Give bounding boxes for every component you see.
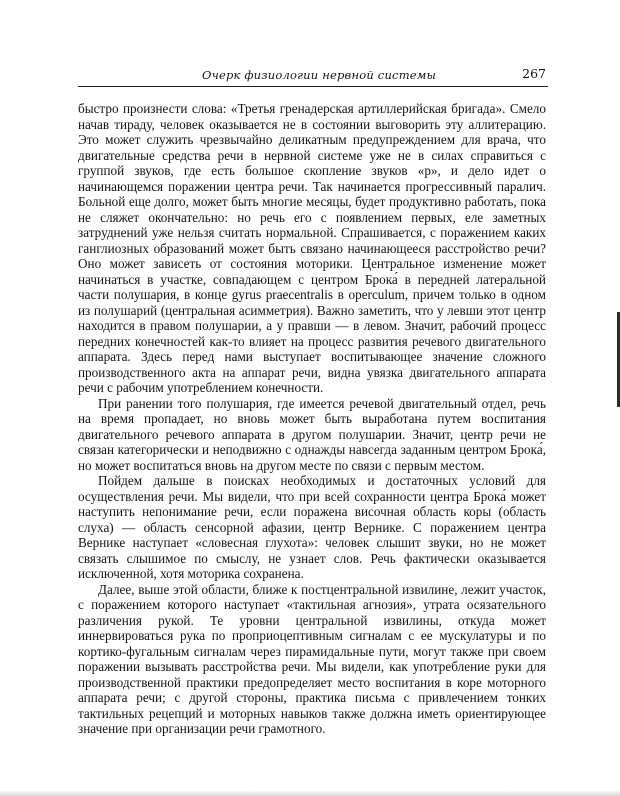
page-header <box>78 64 548 87</box>
paragraph-1: быстро произнести слова: «Третья гренадерская артиллерийская бригада». Смело начав тираду, человек оказывается не в состоянии выговорить эту аллитерацию. Это может служить чрезвычайно деликатным предупреждением для врача, что двигательные средства речи в нервной системе уже не в силах справиться с группой звуков, где есть большое скопление звуков «р», и дело идет о начинающемся поражении центра речи. Так начинается прогрессивный паралич. Больной еще долго, может быть многие месяцы, будет продуктивно работать, пока не сляжет окончательно: но речь его с появлением первых, еле заметных затруднений уже нельзя считать нормальной. Спрашивается, с поражением каких ганглиозных образований может быть связано начинающееся расстройство речи? Оно может зависеть от состояния моторики. Центральное изменение может начинаться в участке, совпадающем с центром Брока́ в передней латеральной части полушария, в конце gyrus praecentralis в operculum, причем только в одном из полушарий (центральная асимметрия). Важно заметить, что у левши этот центр находится в правом полушарии, а у правши — в левом. Значит, рабочий процесс передних конечностей как-то влияет на процесс развития речевого двигательного аппарата. Здесь перед нами выступает воспитывающее значение сложного производственного акта на аппарат речи, видна увязка двигательного аппарата речи с рабочим употреблением конечности. <box>78 101 546 395</box>
paragraph-2: При ранении того полушария, где имеется речевой двигательный отдел, речь на время пропадает, но вновь может быть выработана путем воспитания двигательного речевого аппарата в другом полушарии. Значит, центр речи не связан категорически и неподвижно с однажды навсегда заданным центром Брока́, но может воспитаться вновь на другом месте по связи с первым местом. <box>78 395 546 473</box>
running-title: Очерк физиологии нервной системы <box>202 68 437 82</box>
scan-bottom-shadow <box>0 790 620 796</box>
paragraph-4: Далее, выше этой области, ближе к постцентральной извилине, лежит участок, с поражением которого наступает «тактильная агнозия», утрата осязательного различения рукой. Те уровни центральной извилины, откуда может иннервироваться рука по проприоцептивным сигналам с ее мускулатуры и по кортико-фугальным сигналам через пирамидальные пути, могут также при своем поражении вызывать расстройства речи. Мы видели, как употребление руки для производственной практики предопределяет место воспитания в коре моторного аппарата речи; с другой стороны, практика письма с привлечением тонких тактильных рецепций и моторных навыков также должна иметь ориентирующее значение при организации речи грамотного. <box>78 581 546 736</box>
page-number: 267 <box>522 66 546 81</box>
paragraph-3: Пойдем дальше в поисках необходимых и достаточных условий для осуществления речи. Мы видели, что при всей сохранности центра Брока́ может наступить непонимание речи, если поражена височная область коры (область слуха) — область сенсорной афазии, центр Вернике. С поражением центра Вернике наступает «словесная глухота»: человек слышит звуки, но не может связать слышимое по смыслу, не узнает слов. Речь фактически оказывается исключенной, хотя моторика сохранена. <box>78 473 546 581</box>
body-text <box>78 101 546 737</box>
